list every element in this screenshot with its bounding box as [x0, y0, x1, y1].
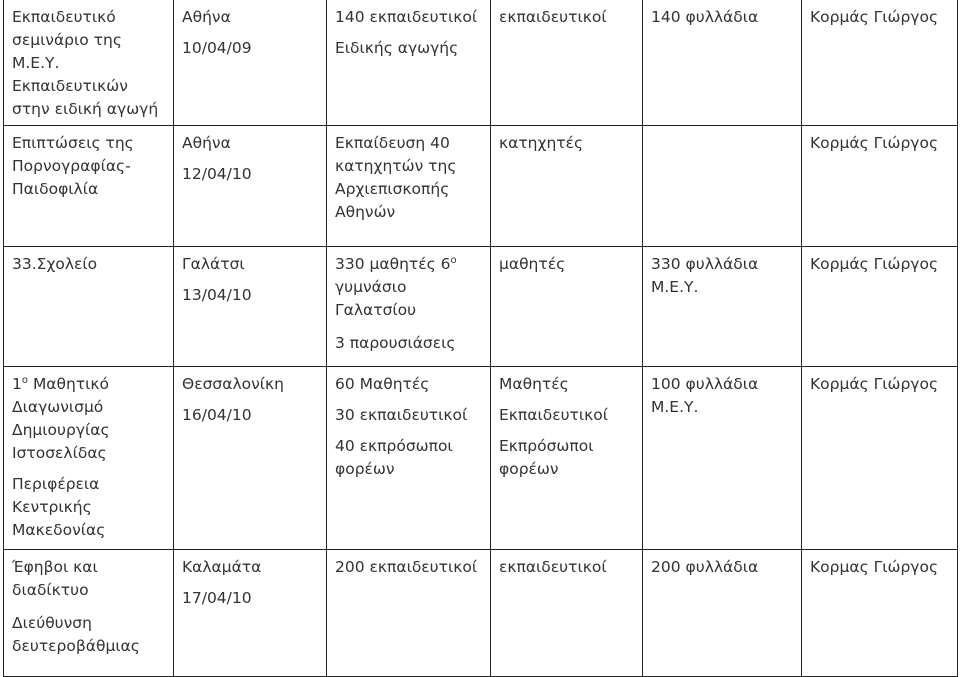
date: 16/04/10	[182, 406, 252, 424]
participants-cell: 330 μαθητές $6^o$ γυμνάσιο Γαλατσίου 3 παρουσιάσεις	[327, 247, 491, 367]
location-date-cell	[174, 550, 327, 677]
table-row	[4, 550, 958, 677]
location-date-cell	[174, 247, 327, 367]
speaker-cell: Κορμάς Γιώργος	[802, 0, 958, 126]
material-cell: 330 φυλλάδια Μ.Ε.Υ.	[643, 247, 802, 367]
participants-cell: 200 εκπαιδευτικοί	[327, 550, 491, 677]
event-title-cell: 33.Σχολείο	[4, 247, 174, 367]
place: Θεσσαλονίκη	[182, 375, 284, 393]
audience-cell: εκπαιδευτικοί	[491, 550, 643, 677]
seminars-table	[3, 0, 958, 677]
location-date-cell	[174, 0, 327, 126]
place: Αθήνα	[182, 134, 231, 152]
place: Καλαμάτα	[182, 558, 262, 576]
event-title-cell: Επιπτώσεις της Πορνογραφίας- Παιδοφιλία	[4, 126, 174, 247]
participants-cell: Εκπαίδευση 40 κατηχητών της Αρχιεπισκοπής Αθηνών	[327, 126, 491, 247]
table-row	[4, 247, 958, 367]
material-cell	[643, 126, 802, 247]
audience-cell: εκπαιδευτικοί	[491, 0, 643, 126]
event-title-cell: Εκπαιδευτικό σεμινάριο της Μ.Ε.Υ. Εκπαιδευτικών στην ειδική αγωγή	[4, 0, 174, 126]
audience-cell: μαθητές	[491, 247, 643, 367]
event-title-cell: $1^o$ Μαθητικό Διαγωνισμό Δημιουργίας Ιστοσελίδας Περιφέρεια Κεντρικής Μακεδονίας	[4, 367, 174, 550]
location-date-cell	[174, 126, 327, 247]
participants-cell: 60 Μαθητές 30 εκπαιδευτικοί 40 εκπρόσωποι φορέων	[327, 367, 491, 550]
table-row	[4, 367, 958, 550]
date: 17/04/10	[182, 589, 252, 607]
date: 10/04/09	[182, 39, 252, 57]
place: Γαλάτσι	[182, 255, 245, 273]
speaker-cell: Κορμάς Γιώργος	[802, 126, 958, 247]
date: 13/04/10	[182, 286, 252, 304]
audience-cell: Μαθητές Εκπαιδευτικοί Εκπρόσωποι φορέων	[491, 367, 643, 550]
speaker-cell: Κορμας Γιώργος	[802, 550, 958, 677]
date: 12/04/10	[182, 165, 252, 183]
audience-cell: κατηχητές	[491, 126, 643, 247]
material-cell: 140 φυλλάδια	[643, 0, 802, 126]
place: Αθήνα	[182, 8, 231, 26]
material-cell: 100 φυλλάδια Μ.Ε.Υ.	[643, 367, 802, 550]
material-cell: 200 φυλλάδια	[643, 550, 802, 677]
participants-cell: 140 εκπαιδευτικοί Ειδικής αγωγής	[327, 0, 491, 126]
event-title-cell: Έφηβοι και διαδίκτυο Διεύθυνση δευτεροβάθμιας	[4, 550, 174, 677]
table-row	[4, 126, 958, 247]
speaker-cell: Κορμάς Γιώργος	[802, 367, 958, 550]
location-date-cell	[174, 367, 327, 550]
table-row	[4, 0, 958, 126]
speaker-cell: Κορμάς Γιώργος	[802, 247, 958, 367]
